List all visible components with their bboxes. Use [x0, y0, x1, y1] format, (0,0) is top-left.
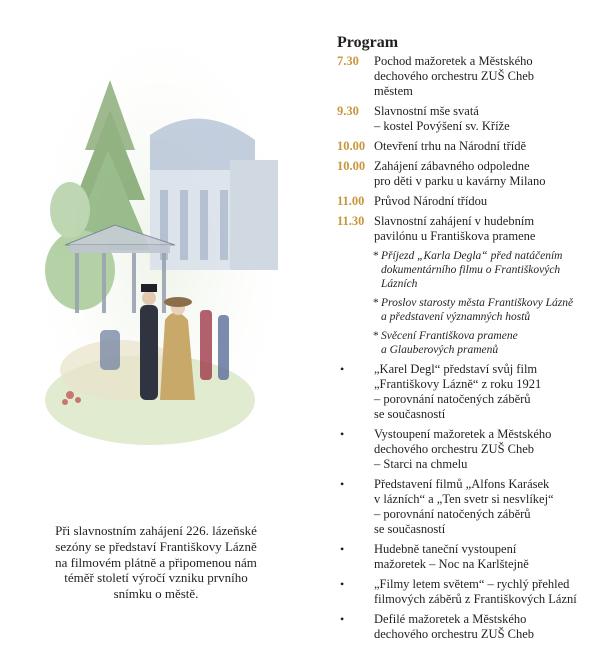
program-sub-item	[337, 249, 597, 291]
asterisk-icon: *	[373, 250, 379, 262]
caption-line: na filmovém plátně a připomenou nám	[55, 554, 257, 570]
item-line: dechového orchestru ZUŠ Cheb	[374, 442, 535, 456]
program-title: Program	[337, 34, 399, 51]
asterisk-icon: *	[373, 330, 379, 342]
item-line: se současností	[374, 522, 446, 536]
program-bullet-item	[337, 542, 597, 572]
program-item	[337, 159, 597, 189]
item-line: dechového orchestru ZUŠ Cheb	[374, 627, 535, 641]
strolling-couple	[140, 284, 195, 400]
caption-line: Při slavnostním zahájení 226. lázeňské	[55, 523, 257, 538]
item-line: mažoretek – Noc na Karlštejně	[374, 557, 529, 571]
item-line: „Karel Degl“ představí svůj film	[374, 362, 538, 376]
item-time: 10.00	[337, 159, 366, 173]
item-time: 11.30	[337, 214, 365, 228]
item-time: 7.30	[337, 54, 359, 68]
item-time: 9.30	[337, 104, 359, 118]
program-item	[337, 194, 597, 209]
caption-line: téměř století výročí vzniku prvního	[64, 570, 248, 586]
caption-line: snímku o městě.	[113, 586, 199, 602]
watercolor-pavilion-illustration	[40, 40, 278, 460]
bullet-icon: •	[340, 362, 345, 376]
sub-item-line: Příjezd „Karla Degla“ před natáčením	[381, 250, 563, 262]
program-bullet-item	[337, 362, 597, 422]
sub-item-line: Lázních	[381, 278, 418, 290]
item-line: Otevření trhu na Národní třídě	[374, 139, 527, 153]
item-line: filmových záběrů z Františkových Lázní	[374, 592, 577, 606]
item-line: Hudebně taneční vystoupení	[374, 542, 517, 556]
item-line: – kostel Povýšení sv. Kříže	[374, 119, 510, 133]
asterisk-icon: *	[373, 297, 379, 309]
item-line: – porovnání natočených záběrů	[374, 507, 531, 521]
item-line: Slavnostní zahájení v hudebním	[374, 214, 535, 228]
caption-line: sezóny se představí Františkovy Lázně	[55, 538, 257, 554]
item-line: Pochod mažoretek a Městského	[374, 54, 533, 68]
bullet-icon: •	[340, 427, 345, 441]
bullet-icon: •	[340, 577, 345, 591]
item-line: Vystoupení mažoretek a Městského	[374, 427, 552, 441]
item-line: v lázních“ a „Ten svetr si nesvlíkej“	[374, 492, 554, 506]
sub-item-line: Svěcení Františkova pramene	[381, 330, 518, 342]
program-bullet-item	[337, 477, 597, 537]
bullet-icon: •	[340, 477, 345, 491]
program-item	[337, 104, 597, 134]
item-line: – Starci na chmelu	[374, 457, 468, 471]
item-line: – porovnání natočených záběrů	[374, 392, 531, 406]
program-sub-item	[337, 296, 597, 324]
item-line: dechového orchestru ZUŠ Cheb	[374, 69, 535, 83]
item-line: pro děti v parku u kavárny Milano	[374, 174, 546, 188]
item-time: 11.00	[337, 194, 365, 208]
program-bullet-item	[337, 427, 597, 472]
item-line: „Filmy letem světem“ – rychlý přehled	[374, 577, 570, 591]
item-line: městem	[374, 84, 413, 98]
bullet-icon: •	[340, 612, 345, 626]
item-line: Představení filmů „Alfons Karásek	[374, 477, 550, 491]
sub-item-line: a představení významných hostů	[381, 311, 531, 323]
program-sub-item	[337, 329, 597, 357]
item-line: se současností	[374, 407, 446, 421]
bullet-icon: •	[340, 542, 345, 556]
program-section	[337, 33, 597, 647]
item-line: pavilónu u Františkova pramene	[374, 229, 536, 243]
item-line: Defilé mažoretek a Městského	[374, 612, 527, 626]
program-item	[337, 139, 597, 154]
sub-item-line: a Glauberových pramenů	[381, 344, 499, 356]
item-line: Slavnostní mše svatá	[374, 104, 479, 118]
item-line: Průvod Národní třídou	[374, 194, 488, 208]
item-time: 10.00	[337, 139, 366, 153]
program-bullet-item	[337, 612, 597, 642]
program-item	[337, 54, 597, 99]
item-line: „Františkovy Lázně“ z roku 1921	[374, 377, 542, 391]
intro-caption	[20, 523, 292, 602]
sub-item-line: dokumentárního filmu o Františkových	[381, 264, 561, 276]
sub-item-line: Proslov starosty města Františkovy Lázně	[381, 297, 574, 309]
item-line: Zahájení zábavného odpoledne	[374, 159, 530, 173]
program-item	[337, 214, 597, 244]
program-bullet-item	[337, 577, 597, 607]
